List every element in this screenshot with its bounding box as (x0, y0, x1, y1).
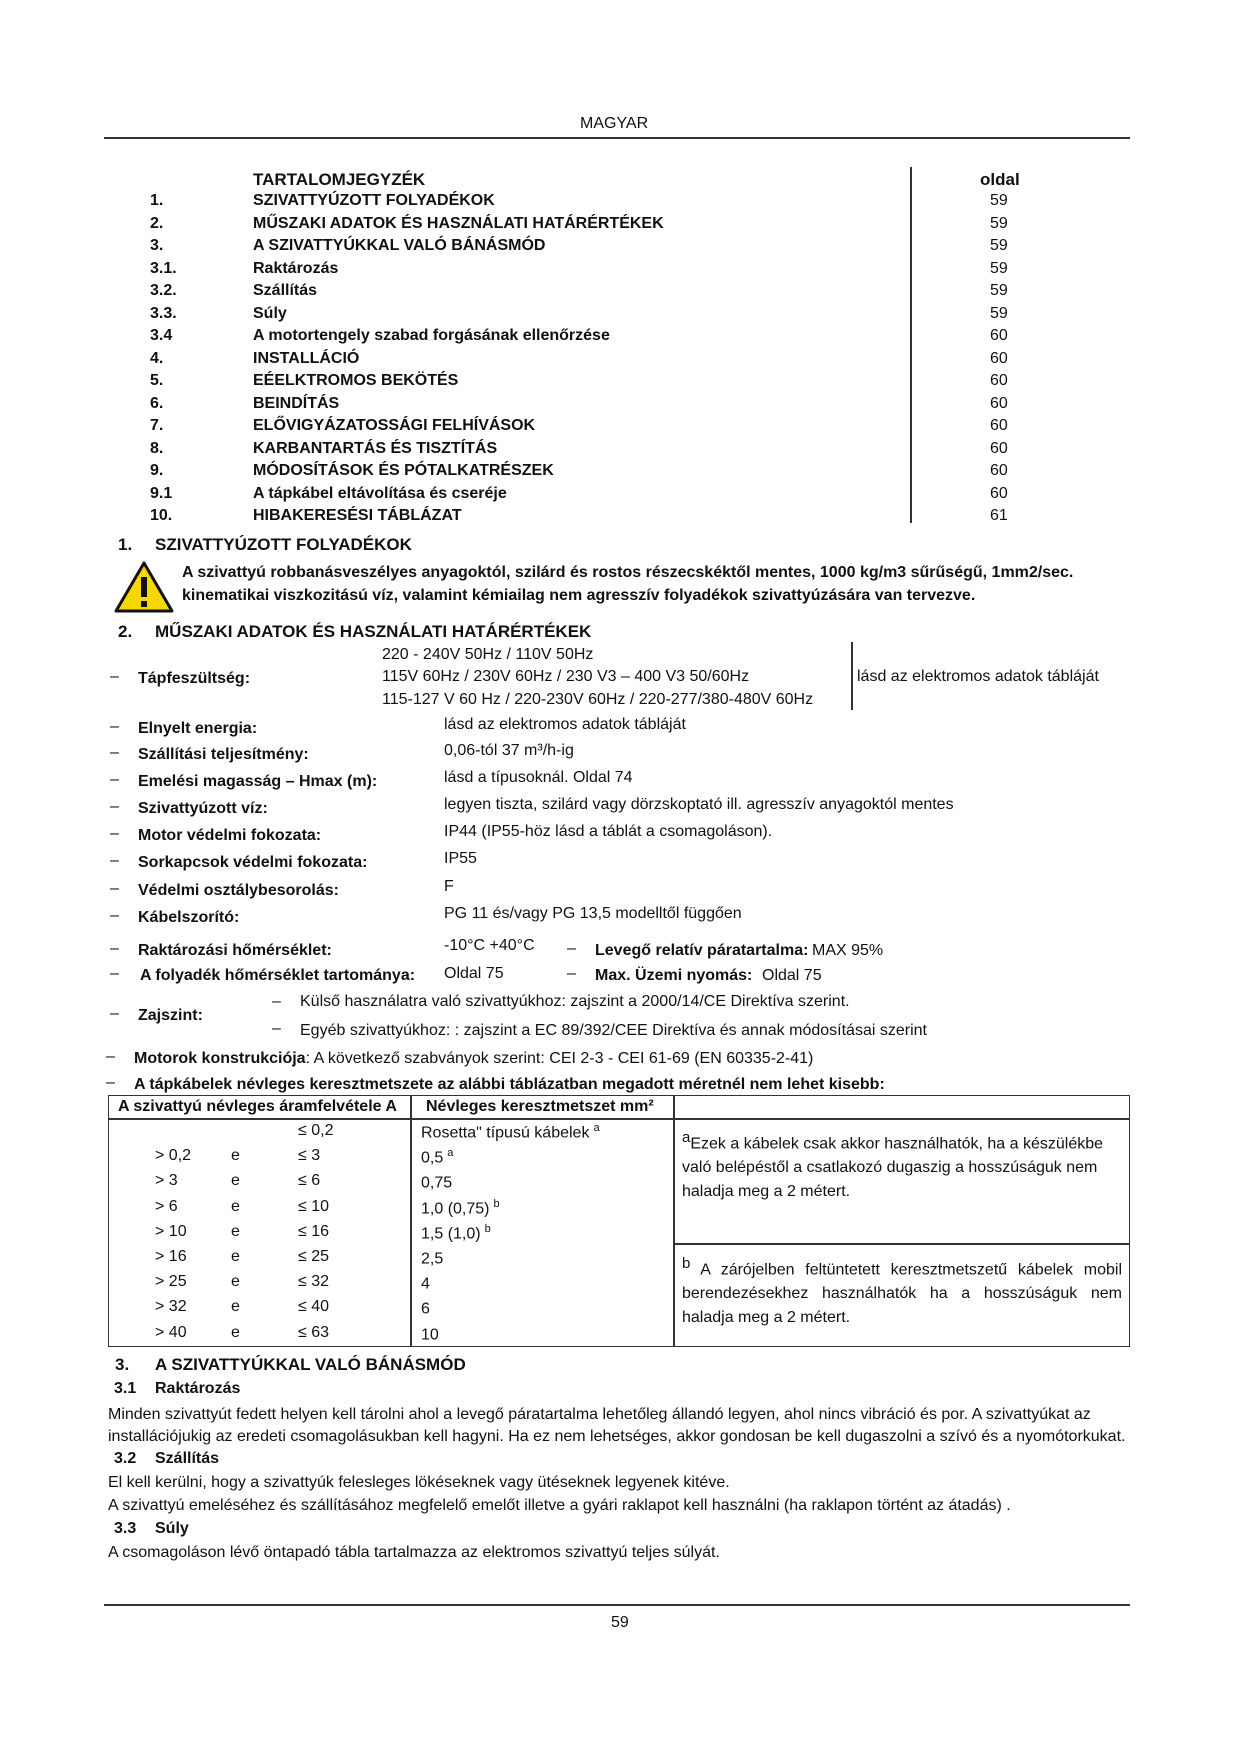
supply-label: Tápfeszültség: (138, 670, 251, 687)
toc-item-title: A SZIVATTYÚKKAL VALÓ BÁNÁSMÓD (253, 237, 546, 254)
toc-item-num: 6. (150, 394, 164, 412)
cable-section (421, 1172, 456, 1192)
sub2-text1: El kell kerülni, hogy a szivattyúk felesleges lökéseknek vagy ütéseknek legyenek kitéve. (108, 1474, 730, 1491)
noise-line1: Külső használatra való szivattyúkhoz: zajszint a 2000/14/CE Direktíva szerint. (300, 993, 850, 1010)
toc-item-page: 59 (990, 192, 1008, 209)
dash: – (110, 965, 119, 982)
cable-note-b (682, 1252, 1122, 1330)
liquid-temp-label: A folyadék hőmérséklet tartománya: (140, 967, 416, 984)
liquid-temp-value: Oldal 75 (444, 965, 504, 982)
toc-item-num: 10. (150, 507, 173, 524)
section1-title: SZIVATTYÚZOTT FOLYADÉKOK (155, 535, 412, 554)
toc-item-num: 3.2. (150, 282, 177, 299)
toc-item-title: HIBAKERESÉSI TÁBLÁZAT (253, 507, 462, 524)
storage-temp-label: Raktározási hőmérséklet: (138, 942, 332, 959)
dash: – (110, 907, 119, 924)
section1-num: 1. (118, 535, 133, 554)
sub2-text2: A szivattyú emeléséhez és szállításához megfelelő emelőt illetve a gyári raklapot kell használni (ha raklapon történt az átadás) . (108, 1497, 1011, 1514)
toc-item-num: 9. (150, 462, 164, 479)
section1-text-line1: A szivattyú robbanásveszélyes anyagoktól, szilárd és rostos részecskéktől mentes, 1000 kg/m3 sűrűségű, 1mm2/sec. (182, 564, 1074, 581)
toc-item-page: 59 (990, 214, 1008, 232)
spec-label: Szivattyúzott víz: (138, 800, 268, 817)
toc-item-page: 60 (990, 327, 1008, 344)
cable-section-sup: a (593, 1122, 600, 1134)
cable-high: ≤ 10 (298, 1197, 330, 1215)
dash: – (110, 1005, 119, 1022)
cable-high: ≤ 16 (298, 1222, 330, 1240)
cable-high: ≤ 6 (298, 1172, 321, 1190)
dash: – (567, 940, 576, 957)
toc-item-title: KARBANTARTÁS ÉS TISZTÍTÁS (253, 439, 498, 457)
toc-item-title: Szállítás (253, 282, 318, 299)
section3-num: 3. (115, 1355, 130, 1374)
toc-item-page: 60 (990, 349, 1008, 367)
dash: – (110, 771, 119, 788)
dash: – (106, 1074, 115, 1091)
cable-low: > 32 (155, 1298, 187, 1316)
toc-item-page: 59 (990, 259, 1008, 277)
toc-item-num: 4. (150, 349, 164, 367)
cable-section (421, 1273, 434, 1293)
cable-low: > 0,2 (155, 1147, 192, 1165)
toc-item-title: MÓDOSÍTÁSOK ÉS PÓTALKATRÉSZEK (253, 462, 554, 479)
toc-item-page: 60 (990, 417, 1008, 434)
spec-value: legyen tiszta, szilárd vagy dörzskoptató ill. agresszív anyagoktól mentes (444, 796, 954, 813)
supply-line1: 220 - 240V 50Hz / 110V 50Hz (382, 646, 594, 663)
toc-item-title: A motortengely szabad forgásának ellenőrzése (253, 327, 610, 344)
noise-line2: Egyéb szivattyúkhoz: : zajszint a EC 89/392/CEE Direktíva és annak módosításai szerint (300, 1022, 927, 1039)
dash: – (110, 798, 119, 815)
toc-item-title: EÉELKTROMOS BEKÖTÉS (253, 372, 459, 389)
sub1-text2: installációjukig az eredeti csomagolásukban kell hagyni. Ha ez nem lehetséges, akkor gondosan be kell dugaszolni a szívó és a nyomótorkukat. (108, 1428, 1126, 1445)
sub1-text1: Minden szivattyút fedett helyen kell tárolni ahol a levegő páratartalma lehetőleg állandó legyen, ahol nincs vibráció és por. A szivattyúkat az (108, 1406, 1091, 1423)
cable-low: > 10 (155, 1222, 187, 1240)
cable-high: ≤ 0,2 (298, 1122, 334, 1139)
cable-e: e (231, 1147, 240, 1165)
pressure-label: Max. Üzemi nyomás: (595, 967, 753, 984)
toc-item-title: BEINDÍTÁS (253, 394, 340, 412)
toc-item-page: 60 (990, 439, 1008, 457)
dash: – (110, 880, 119, 897)
toc-item-page: 60 (990, 484, 1008, 502)
spec-label: Sorkapcsok védelmi fokozata: (138, 854, 368, 871)
toc-item-title: A tápkábel eltávolítása és cseréje (253, 484, 507, 502)
cable-section-value: 4 (421, 1275, 430, 1293)
sub1-num: 3.1 (114, 1380, 137, 1397)
cable-e: e (231, 1248, 240, 1265)
motor-label: Motorok konstrukciója (134, 1050, 306, 1067)
cable-low: > 25 (155, 1273, 187, 1291)
page-number: 59 (611, 1614, 629, 1631)
spec-label: Motor védelmi fokozata: (138, 827, 322, 844)
dash: – (110, 668, 119, 685)
cable-table-col2 (673, 1095, 675, 1347)
toc-item-num: 3.3. (150, 304, 177, 322)
toc-item-title: Raktározás (253, 259, 339, 277)
cable-intro: A tápkábelek névleges keresztmetszete az alábbi táblázatban megadott méretnél nem lehet kisebb: (134, 1076, 885, 1093)
cable-e: e (231, 1298, 240, 1316)
toc-item-title: ELŐVIGYÁZATOSSÁGI FELHÍVÁSOK (253, 417, 536, 434)
header-rule (104, 137, 1130, 139)
toc-divider (910, 167, 912, 523)
spec-value: IP55 (444, 850, 477, 867)
cable-low: > 40 (155, 1323, 187, 1341)
cable-table-note-rule (673, 1243, 1130, 1245)
cable-section-sup: b (493, 1197, 500, 1210)
cable-low: > 16 (155, 1248, 187, 1265)
cable-high: ≤ 63 (298, 1323, 330, 1341)
spec-value: PG 11 és/vagy PG 13,5 modelltől függően (444, 905, 742, 922)
section2-num: 2. (118, 622, 133, 641)
dash: – (272, 1020, 281, 1037)
dash: – (106, 1048, 115, 1065)
cable-section-sup: a (447, 1147, 454, 1160)
toc-page-label: oldal (980, 170, 1020, 189)
cable-section-sup: b (484, 1222, 491, 1235)
spec-value: IP44 (IP55-höz lásd a táblát a csomagoláson). (444, 823, 773, 840)
storage-temp-value: -10°C +40°C (444, 937, 535, 954)
toc-item-num: 7. (150, 417, 164, 434)
toc-item-page: 60 (990, 394, 1008, 412)
cable-section (421, 1324, 443, 1344)
spec-label: Kábelszorító: (138, 909, 240, 926)
cable-header-section: Névleges keresztmetszet mm² (426, 1098, 654, 1115)
section3-title: A SZIVATTYÚKKAL VALÓ BÁNÁSMÓD (155, 1355, 466, 1374)
toc-item-page: 60 (990, 372, 1008, 389)
sub3-num: 3.3 (114, 1520, 137, 1537)
cable-e: e (231, 1197, 240, 1215)
toc-item-title: INSTALLÁCIÓ (253, 349, 360, 367)
humidity-label: Levegő relatív páratartalma: (595, 942, 809, 959)
supply-line2: 115V 60Hz / 230V 60Hz / 230 V3 – 400 V3 50/60Hz (382, 668, 750, 685)
toc-item-title: SZIVATTYÚZOTT FOLYADÉKOK (253, 192, 495, 209)
toc-item-num: 3.4 (150, 327, 173, 344)
note-a-text: Ezek a kábelek csak akkor használhatók, ha a készülékbe való belépéstől a csatlakozó dugaszig a hosszúságuk nem haladja meg a 2 métert. (682, 1135, 1104, 1201)
toc-item-title: Súly (253, 304, 287, 322)
cable-section (421, 1248, 447, 1268)
toc-item-page: 59 (990, 237, 1008, 254)
toc-item-num: 8. (150, 439, 164, 457)
cable-e: e (231, 1323, 240, 1341)
header-language: MAGYAR (580, 115, 649, 132)
note-a-mark: a (682, 1129, 691, 1146)
cable-e: e (231, 1222, 240, 1240)
sub3-title: Súly (155, 1520, 189, 1537)
cable-note-a (682, 1126, 1122, 1204)
toc-item-title: MŰSZAKI ADATOK ÉS HASZNÁLATI HATÁRÉRTÉKEK (253, 214, 664, 232)
spec-label: Védelmi osztálybesorolás: (138, 882, 339, 899)
dash: – (567, 965, 576, 982)
cable-section (421, 1147, 453, 1167)
dash: – (110, 744, 119, 761)
cable-high: ≤ 32 (298, 1273, 330, 1291)
section2-title: MŰSZAKI ADATOK ÉS HASZNÁLATI HATÁRÉRTÉKEK (155, 622, 592, 641)
sub1-title: Raktározás (155, 1380, 241, 1397)
motor-text: : A következő szabványok szerint: CEI 2-3 - CEI 61-69 (EN 60335-2-41) (305, 1050, 814, 1067)
toc-item-page: 59 (990, 304, 1008, 322)
sub3-text: A csomagoláson lévő öntapadó tábla tartalmazza az elektromos szivattyú teljes súlyát. (108, 1544, 720, 1561)
dash: – (110, 852, 119, 869)
cable-section-value: 1,0 (0,75) (421, 1199, 490, 1217)
toc-item-num: 2. (150, 214, 164, 232)
cable-section-value: 6 (421, 1300, 430, 1318)
section1-text-line2: kinematikai viszkozitású víz, valamint kémiailag nem agresszív folyadékok szivattyúzására van tervezve. (182, 587, 976, 604)
cable-low: > 3 (155, 1172, 178, 1190)
cable-section-value: 10 (421, 1325, 439, 1343)
noise-label: Zajszint: (138, 1007, 203, 1024)
spec-value: F (444, 878, 454, 895)
cable-section-value: 0,75 (421, 1174, 453, 1192)
cable-high: ≤ 40 (298, 1298, 330, 1316)
note-b-text: A zárójelben feltüntetett keresztmetszetű kábelek mobil berendezésekhez használhatók ha a hosszúságuk nem haladja meg a 2 métert. (682, 1261, 1122, 1327)
cable-table-col1 (410, 1095, 412, 1347)
cable-high: ≤ 25 (298, 1248, 330, 1265)
spec-label: Elnyelt energia: (138, 720, 258, 737)
toc-item-num: 9.1 (150, 484, 173, 502)
supply-line3: 115-127 V 60 Hz / 220-230V 60Hz / 220-277/380-480V 60Hz (382, 691, 814, 708)
spec-label: Emelési magasság – Hmax (m): (138, 773, 378, 790)
note-b-mark: b (682, 1255, 691, 1272)
supply-divider (851, 642, 853, 710)
toc-item-num: 1. (150, 192, 164, 209)
dash: – (110, 825, 119, 842)
pressure-value: Oldal 75 (762, 967, 822, 984)
dash: – (110, 718, 119, 735)
sub2-num: 3.2 (114, 1450, 137, 1467)
cable-section (421, 1122, 600, 1142)
spec-value: lásd a típusoknál. Oldal 74 (444, 769, 633, 786)
warning-icon (113, 560, 175, 614)
cable-table-header-rule (108, 1118, 1130, 1120)
toc-title: TARTALOMJEGYZÉK (253, 170, 426, 189)
toc-item-num: 5. (150, 372, 164, 389)
humidity-value: MAX 95% (812, 942, 884, 959)
sub2-title: Szállítás (155, 1450, 220, 1467)
toc-item-page: 61 (990, 507, 1008, 524)
motor-construction (134, 1050, 813, 1068)
cable-low: > 6 (155, 1197, 178, 1215)
spec-value: lásd az elektromos adatok tábláját (444, 716, 686, 733)
toc-item-num: 3. (150, 237, 164, 254)
cable-section (421, 1223, 491, 1243)
toc-item-page: 59 (990, 282, 1008, 299)
cable-section (421, 1198, 500, 1218)
dash: – (110, 940, 119, 957)
footer-rule (104, 1604, 1130, 1606)
cable-section-value: 2,5 (421, 1250, 444, 1268)
cable-e: e (231, 1273, 240, 1291)
toc-item-num: 3.1. (150, 259, 177, 277)
spec-label: Szállítási teljesítmény: (138, 746, 309, 763)
dash: – (272, 993, 281, 1010)
cable-e: e (231, 1172, 240, 1190)
supply-note: lásd az elektromos adatok tábláját (857, 668, 1099, 685)
cable-section-value: 0,5 (421, 1149, 444, 1167)
cable-section (421, 1298, 434, 1318)
cable-high: ≤ 3 (298, 1147, 321, 1165)
spec-value: 0,06-tól 37 m³/h-ig (444, 742, 574, 759)
cable-section-value: 1,5 (1,0) (421, 1225, 481, 1243)
cable-section-value: Rosetta" típusú kábelek (421, 1124, 590, 1142)
cable-header-current: A szivattyú névleges áramfelvétele A (118, 1098, 397, 1115)
toc-item-page: 60 (990, 462, 1008, 479)
